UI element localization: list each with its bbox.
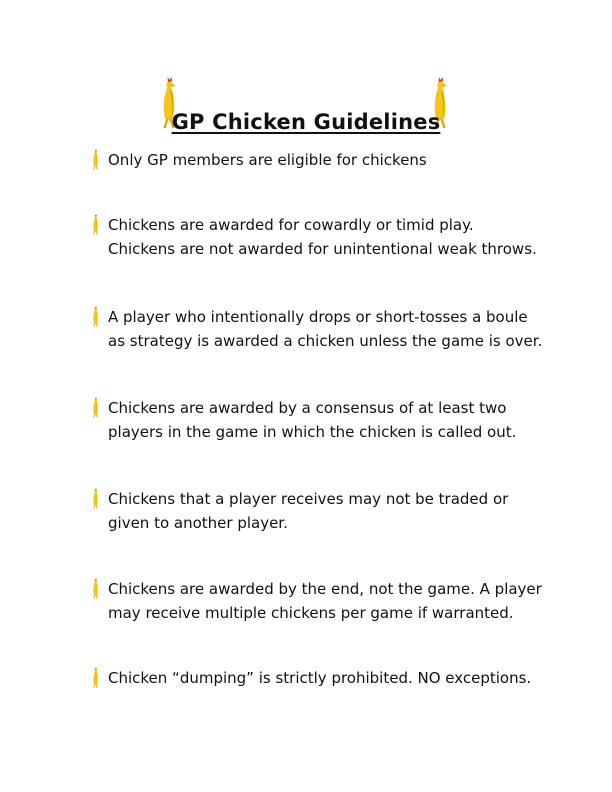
rule-item	[89, 666, 559, 690]
rule-line: Only GP members are eligible for chickens	[108, 151, 427, 169]
rule-item	[89, 213, 559, 261]
rule-item	[89, 305, 559, 353]
rule-line: Chickens are not awarded for unintentional weak throws.	[108, 240, 537, 258]
rubber-chicken-icon	[89, 149, 102, 171]
rule-item	[89, 577, 559, 625]
rule-text	[108, 487, 559, 535]
rule-text	[108, 666, 559, 690]
rule-text	[108, 577, 559, 625]
rule-line: Chicken “dumping” is strictly prohibited. NO exceptions.	[108, 669, 532, 687]
rule-line: given to another player.	[108, 514, 288, 532]
rubber-chicken-icon	[89, 397, 102, 419]
rule-line: Chickens are awarded by the end, not the game. A player	[108, 580, 542, 598]
rubber-chicken-icon	[89, 488, 102, 510]
rubber-chicken-icon	[89, 667, 102, 689]
rubber-chicken-icon	[89, 578, 102, 600]
rule-line: Chickens are awarded by a consensus of at least two	[108, 399, 507, 417]
rule-text	[108, 148, 559, 172]
rule-line: players in the game in which the chicken is called out.	[108, 423, 517, 441]
rule-item	[89, 487, 559, 535]
rubber-chicken-icon	[89, 214, 102, 236]
rule-line: may receive multiple chickens per game if warranted.	[108, 604, 514, 622]
page-title: GP Chicken Guidelines	[171, 110, 441, 134]
rule-text	[108, 396, 559, 444]
rule-line: as strategy is awarded a chicken unless the game is over.	[108, 332, 543, 350]
rule-text	[108, 213, 559, 261]
rule-item	[89, 396, 559, 444]
rule-text	[108, 305, 559, 353]
rule-line: Chickens are awarded for cowardly or timid play.	[108, 216, 474, 234]
rule-item	[89, 148, 559, 172]
rule-line: A player who intentionally drops or short-tosses a boule	[108, 308, 528, 326]
rule-line: Chickens that a player receives may not be traded or	[108, 490, 509, 508]
rubber-chicken-icon	[89, 306, 102, 328]
